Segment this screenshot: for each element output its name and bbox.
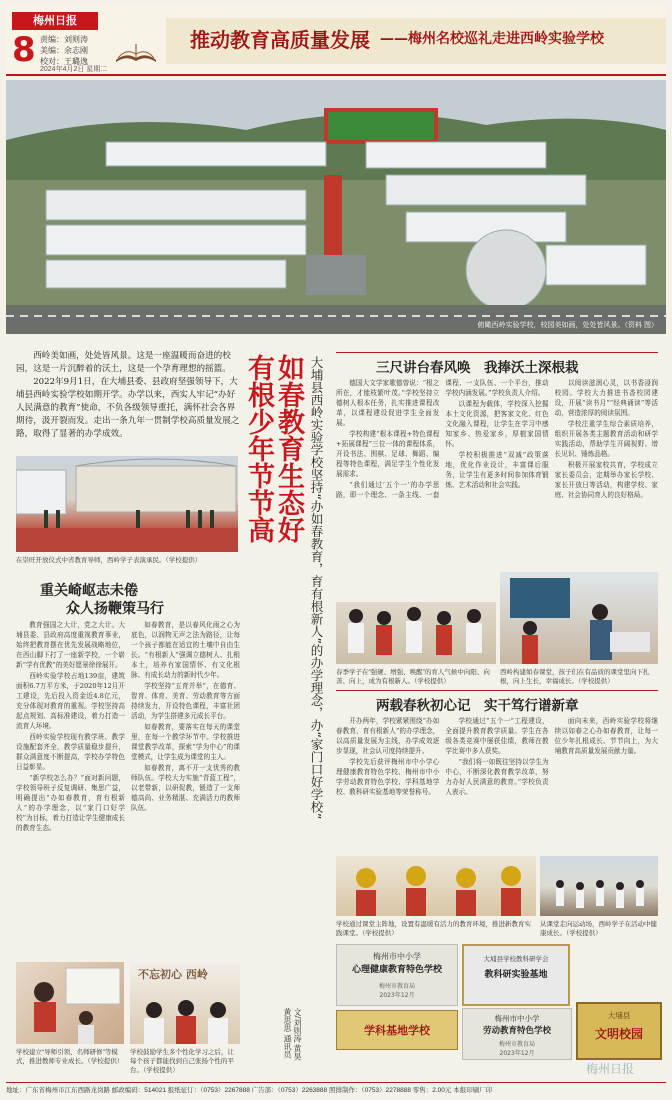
- body-paragraph: 如春教育，离不开一支优秀的教师队伍。学校大力实施“青蓝工程”，以老带新，以研促教，锻造了一支师德高尚、业务精湛、充满活力的教师队伍。: [131, 764, 240, 812]
- body-paragraph: 学校先后获评梅州市中小学心理健康教育特色学校、梅州市中小学劳动教育特色学校、学科基地学校、教科研实验基地等荣誉称号。: [336, 758, 440, 796]
- section2-title: 三尺讲台春风唤 我捧沃土深根栽: [376, 360, 579, 376]
- intro-text: [16, 350, 240, 441]
- section3-title: 两载春秋初心记 实干笃行谱新章: [376, 698, 579, 714]
- body-paragraph: 如春教育，是以春风化雨之心为底色，以润物无声之法为路径，让每一个孩子都能在适宜的土壤中自由生长。“有根新人”强调立德树人、扎根本土，培养有家国情怀、有文化根脉、有成长动力的新时代少年。: [131, 621, 240, 679]
- masthead: [6, 6, 666, 76]
- kids-performance-caption: 学校通过课堂主阵地，设置有温暖有活力的教育环境，推进新教育实践课堂。（学校提供）: [336, 921, 531, 937]
- main-subtitle: 大埔县西岭实验学校坚持“办如春教育，育有根新人”的办学理念，办“家门口好学校”: [309, 356, 324, 820]
- plaque-line: 教科研实验基地: [484, 970, 548, 980]
- kids-illustration: [336, 856, 536, 916]
- plaque-research-base: [462, 944, 570, 1006]
- plaque-subject-base: [336, 1010, 458, 1050]
- byline: 文/刘则涛 黄昊 黄思思 通讯员: [283, 1008, 302, 1061]
- body-paragraph: 开办两年，学校紧紧围绕“办如春教育，育有根新人”的办学理念，以高质量发展为主线，办学成效逐步显现，社会认可度持续提升。: [336, 717, 440, 755]
- campus-illustration: [6, 80, 666, 334]
- plaque-line: 大埔县学校教科研学会: [483, 955, 549, 963]
- section1-body: [16, 620, 240, 956]
- students-activity-photo: [336, 572, 496, 664]
- classroom-caption: 学校鼓励学生多个性化学习之后，让每个孩子都能找到自己张扬个性的平台。（学校提供）: [130, 1049, 234, 1074]
- body-paragraph: 西岭实验学校现有教学班、教学设施配套齐全，教学质量稳步提升，群众满意度不断提高，学校办学特色日益彰显。: [16, 733, 125, 771]
- editor-line: 校对：王璐逸: [40, 57, 88, 66]
- plaque-mental-health: [336, 944, 458, 1006]
- body-paragraph: 学校积极推进“双减”政策落地，优化作业设计，丰富课后服务，让学生有更多时间参加体育锻炼、艺术活动和社会实践。: [445, 451, 549, 489]
- plaque-line: 梅州市教育局: [498, 1041, 535, 1048]
- section-divider: [336, 352, 658, 353]
- editors-block: [40, 34, 88, 67]
- main-headline: [243, 354, 304, 914]
- science-class-caption: 西岭构建如春课堂，孩子们在有品质的课堂里向下扎根，向上生长，幸福成长。（学校提供）: [500, 669, 650, 685]
- plaque-line: 梅州市教育局: [378, 983, 415, 990]
- kids-performance-photo: [336, 856, 536, 916]
- plaque-line: 梅州市中小学: [373, 952, 421, 961]
- section1-title-line1: 重关崎岖志未倦: [40, 583, 138, 599]
- intro-paragraph: 2022年9月1日，在大埔县委、县政府坚强领导下，大埔县西岭实验学校如期开学。办学以来，西实人牢记“办好人民满意的教育”使命，不负各级领导重托，满怀社会各界期待，汲开裂而发。走出一条九年一贯制学校高质量发展之路，取得了显著的办学成效。: [16, 377, 240, 439]
- plaque-line: 大埔县: [607, 1011, 631, 1020]
- science-illustration: [500, 572, 658, 664]
- teacher-caption: 学校建立“导师引领、名师研修”等模式，推进教师专业成长。（学校提供）: [16, 1049, 124, 1065]
- section-banner: [166, 18, 666, 64]
- body-paragraph: 教育强国之大计，党之大计。大埔县委、县政府高度重视教育事业，始终把教育摆在优先发展战略地位，在西山脚下打了一座新学校，一个崭新“学有优教”的美好愿景徐徐展开。: [16, 621, 125, 669]
- section-headline: 推动教育高质量发展: [190, 28, 370, 52]
- students-activity-caption: 春季学子在“强硬、增强、唤醒”的育人气候中向阳、向善、向上，成为有根新人。（学校提供）: [336, 669, 490, 685]
- page-footer: 地址：广东省梅州市江东西路龙岗路 邮政编码：514021 报纸征订：（0753）2267888 广告部：（0753）2263888 照排制作：（0753）2278888 零售：2.00元 本报印刷厂印: [6, 1082, 666, 1099]
- teacher-illustration: [16, 962, 124, 1044]
- plaque-civilized-campus: [576, 1002, 662, 1060]
- plaque-line: 劳动教育特色学校: [482, 1026, 551, 1036]
- ceremony-caption: 在崇旺开放仪式中省教育导师，西岭学子表演承民。（学校提供）: [16, 557, 202, 564]
- body-paragraph: 学校通过“五个一”工程建设，全面提升教育教学质量。学生在各级各类竞赛中屡获佳绩，教师在教学比赛中多人获奖。: [445, 717, 549, 755]
- body-paragraph: 学校坚持“五育并举”，在德育、智育、体育、美育、劳动教育等方面持续发力，开设特色课程，丰富社团活动，为学生搭建多元成长平台。: [131, 682, 240, 720]
- main-headline-line1: 如春教育生态好: [273, 354, 304, 543]
- body-paragraph: 以阅读滋润心灵，以书香浸润校园。学校大力推进书香校园建设，开展“读书月”“经典诵读”等活动，营造浓厚的阅读氛围。: [554, 379, 658, 417]
- ceremony-illustration: [16, 456, 238, 552]
- plaque-labor-education: [462, 1008, 572, 1060]
- science-class-photo: [500, 572, 658, 664]
- body-paragraph: “我们将一如既往坚持以学生为中心，不断深化教育教学改革，努力办好人民满意的教育。”学校负责人表示。: [445, 758, 549, 796]
- editor-line: 美编：余志刚: [40, 46, 88, 55]
- main-headline-line2: 有根少年节节高: [243, 354, 274, 543]
- ceremony-photo: [16, 456, 238, 552]
- body-paragraph: 西岭实验学校占地139亩，建筑面积6.7万平方米，于2020年12月开工建设，先后投入资金近4.8亿元，充分体现对教育的重视。学校坚持高起点规划、高标准建设，着力打造一流育人环境。: [16, 672, 125, 730]
- sports-field-caption: 从课堂走向运动场，西岭学子在活动中健康成长。（学校提供）: [540, 921, 657, 937]
- intro-paragraph: 西岭美如画，处处皆风景。这是一座温暖而奋进的校园，这是一片沉醉着的沃土，这是一个孕育理想的摇篮。: [16, 351, 231, 374]
- teacher-student-photo: [16, 962, 124, 1044]
- body-paragraph: 如春教育，要落实在每天的课堂里，在每一个教学环节中。学校推进课堂教学改革，探索“学为中心”的课堂模式，让学生成为课堂的主人。: [131, 723, 240, 761]
- sports-illustration: [540, 856, 658, 916]
- body-paragraph: “新学校怎么办？”面对新问题，学校领导班子反复调研、集思广益，明确提出“办如春教育，育有根新人”的办学理念，以“家门口好学校”为目标，着力打造让学生健康成长的教育生态。: [16, 774, 125, 832]
- plaque-line: 文明校园: [594, 1027, 643, 1041]
- photo-caption: 俯瞰西岭实验学校，校园美如画，处处皆风景。（资料 图）: [477, 322, 658, 329]
- body-paragraph: “我们通过‘五个一’的办学思路，即一个理念、一条主线、一套课程、一支队伍、一个平台，推动学校内涵发展。”学校负责人介绍。: [336, 379, 549, 499]
- section3-body: [336, 716, 658, 852]
- section1-title-line2: 众人扬鞭策马行: [66, 601, 164, 617]
- editor-line: 责编：刘则涛: [40, 35, 88, 44]
- body-paragraph: 积极开展家校共育，学校成立家长委员会，定期举办家长学校、家长开放日等活动，构建学校、家庭、社会协同育人的良好格局。: [554, 461, 658, 499]
- issue-date: 2024年4月2日 星期二: [40, 66, 108, 73]
- sports-field-photo: [540, 856, 658, 916]
- classroom-photo: [130, 962, 240, 1044]
- students-illustration: [336, 572, 496, 664]
- paper-logo: 梅州日报: [12, 12, 98, 30]
- page-number: 8: [12, 30, 36, 70]
- plaque-line: 2023年12月: [379, 992, 415, 999]
- classroom-banner-text: 不忘初心 西岭: [138, 968, 208, 981]
- book-icon: [114, 40, 158, 64]
- body-paragraph: 以课程为载体，学校深入挖掘本土文化资源，把客家文化、红色文化融入课程，让学生在学习中感知家乡、热爱家乡，厚植家国情怀。: [445, 400, 549, 448]
- campus-aerial-photo: [6, 80, 666, 334]
- plaque-line: 2023年12月: [499, 1050, 535, 1057]
- body-paragraph: 学校构建“根本课程+特色课程+拓展课程”三位一体的课程体系，开设书法、围棋、足球、舞蹈、编程等特色课程，满足学生个性化发展需求。: [336, 430, 440, 478]
- plaque-line: 梅州市中小学: [494, 1014, 540, 1023]
- section2-body: [336, 378, 658, 568]
- section-subheadline: ——梅州名校巡礼走进西岭实验学校: [380, 31, 604, 47]
- body-paragraph: 德国大文学家歌德曾说：“根之所在，才能枝繁叶茂。”学校坚持立德树人根本任务，扎实推进课程改革，以课程建设促进学生全面发展。: [336, 379, 440, 427]
- plaque-line: 学科基地学校: [364, 1024, 430, 1037]
- section-divider: [336, 690, 658, 691]
- watermark-logo: 梅州日报: [586, 1062, 635, 1076]
- plaque-line: 心理健康教育特色学校: [351, 965, 442, 975]
- body-paragraph: 面向未来，西岭实验学校将继续以如春之心办如春教育，让每一位少年扎根成长、节节向上，为大埔教育高质量发展贡献力量。: [554, 717, 658, 755]
- body-paragraph: 学校注重学生综合素质培养，组织开展各类主题教育活动和研学实践活动，帮助学生开阔视野、增长见识、锤炼品格。: [554, 420, 658, 458]
